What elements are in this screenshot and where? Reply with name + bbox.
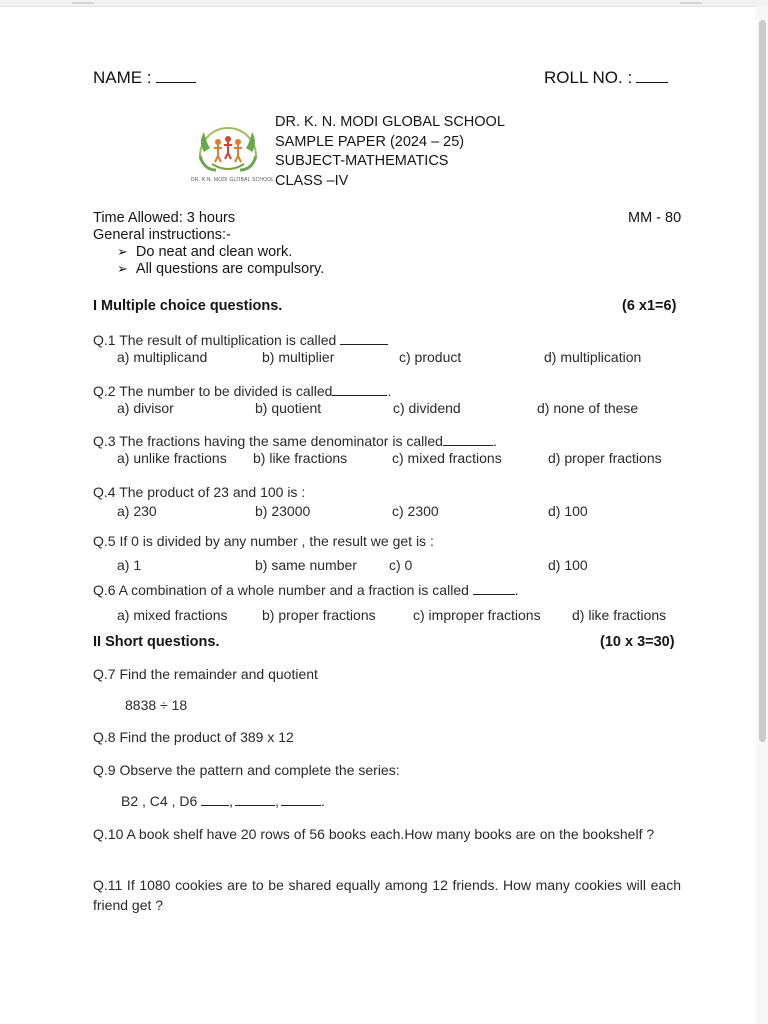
option: d) none of these: [537, 400, 639, 416]
instructions-title: General instructions:-: [93, 227, 231, 243]
name-field: [93, 68, 196, 88]
option: d) multiplication: [544, 349, 642, 365]
question-text: [93, 875, 681, 915]
question-text: Q.3 The fractions having the same denominator is called: [93, 433, 443, 449]
subject-title: SUBJECT-MATHEMATICS: [275, 153, 449, 169]
expression: 8838 ÷ 18: [125, 697, 188, 713]
option: a) 1: [117, 557, 142, 573]
section-title: II Short questions.: [93, 634, 220, 650]
roll-number-field: [544, 68, 668, 88]
class-title: CLASS –IV: [275, 173, 349, 189]
answer-blank: [201, 795, 229, 806]
option: c) product: [399, 349, 462, 365]
option: b) like fractions: [253, 450, 348, 466]
question-text: Q.5 If 0 is divided by any number , the result we get is :: [93, 533, 434, 549]
question-text-body: Q.10 A book shelf have 20 rows of 56 books each.How many books are on the bookshelf ?: [93, 826, 655, 842]
option: b) 23000: [255, 503, 311, 519]
section-marks: (6 x1=6): [622, 298, 677, 314]
question-text: [93, 824, 681, 844]
question-text: Q.9 Observe the pattern and complete the series:: [93, 762, 400, 778]
logo-caption: DR. K.N. MODI GLOBAL SCHOOL: [191, 177, 275, 183]
question: [93, 433, 497, 449]
name-blank: [156, 70, 196, 83]
scrollbar-track[interactable]: [756, 6, 768, 1024]
option: b) proper fractions: [262, 607, 376, 623]
option: c) mixed fractions: [392, 450, 502, 466]
roll-label: ROLL NO. :: [544, 68, 633, 87]
option: c) 2300: [392, 503, 439, 519]
question: [93, 383, 391, 399]
section-title: I Multiple choice questions.: [93, 298, 283, 314]
question: [93, 533, 434, 549]
option: a) divisor: [117, 400, 174, 416]
instruction-item: [117, 261, 324, 277]
roll-blank: [636, 70, 668, 83]
question-suffix: .: [514, 582, 519, 598]
option: a) multiplicand: [117, 349, 208, 365]
question-text: Q.1 The result of multiplication is called: [93, 332, 337, 348]
scrollbar-thumb[interactable]: [759, 20, 766, 742]
answer-blank: [340, 334, 388, 345]
answer-blank: [235, 795, 275, 806]
question: [93, 332, 388, 348]
option: a) mixed fractions: [117, 607, 228, 623]
max-marks: MM - 80: [628, 210, 682, 226]
bullet-arrow-icon: ➢: [117, 244, 128, 259]
name-label: NAME :: [93, 68, 152, 87]
question-text: Q.2 The number to be divided is called: [93, 383, 333, 399]
top-bar-mark-left: [72, 2, 94, 4]
question: [93, 484, 305, 500]
option: b) quotient: [255, 400, 322, 416]
answer-blank: [332, 385, 387, 396]
answer-blank: [473, 584, 515, 595]
answer-blank: [281, 795, 321, 806]
question-suffix: .: [387, 383, 392, 399]
question: [93, 582, 519, 598]
section-marks: (10 x 3=30): [600, 634, 675, 650]
time-allowed: Time Allowed: 3 hours: [93, 210, 236, 226]
option: a) unlike fractions: [117, 450, 227, 466]
option: d) 100: [548, 503, 588, 519]
series: B2 , C4 , D6 , , .: [121, 793, 325, 809]
answer-blank: [443, 435, 493, 446]
option: c) dividend: [393, 400, 461, 416]
question-text: Q.7 Find the remainder and quotient: [93, 666, 318, 682]
option: a) 230: [117, 503, 157, 519]
instruction-text: All questions are compulsory.: [135, 261, 325, 277]
option: d) like fractions: [572, 607, 667, 623]
paper-title: SAMPLE PAPER (2024 – 25): [275, 134, 465, 150]
instruction-text: Do neat and clean work.: [135, 244, 293, 260]
option: d) 100: [548, 557, 588, 573]
option: d) proper fractions: [548, 450, 662, 466]
option: c) improper fractions: [413, 607, 541, 623]
option: b) multiplier: [262, 349, 335, 365]
question-text: Q.8 Find the product of 389 x 12: [93, 729, 294, 745]
instruction-item: [117, 244, 292, 260]
series-text: B2 , C4 , D6: [121, 793, 198, 809]
top-bar-mark-right: [680, 2, 702, 4]
option: b) same number: [255, 557, 357, 573]
question-text-body: Q.11 If 1080 cookies are to be shared equally among 12 friends. How many cookies will each friend get ?: [93, 877, 681, 913]
question-suffix: .: [492, 433, 497, 449]
option: c) 0: [389, 557, 413, 573]
school-name: DR. K. N. MODI GLOBAL SCHOOL: [275, 114, 505, 130]
bullet-arrow-icon: ➢: [117, 261, 128, 276]
viewer-top-bar: [0, 0, 768, 7]
question-text: Q.6 A combination of a whole number and a fraction is called: [93, 582, 469, 598]
question-text: Q.4 The product of 23 and 100 is :: [93, 484, 306, 500]
